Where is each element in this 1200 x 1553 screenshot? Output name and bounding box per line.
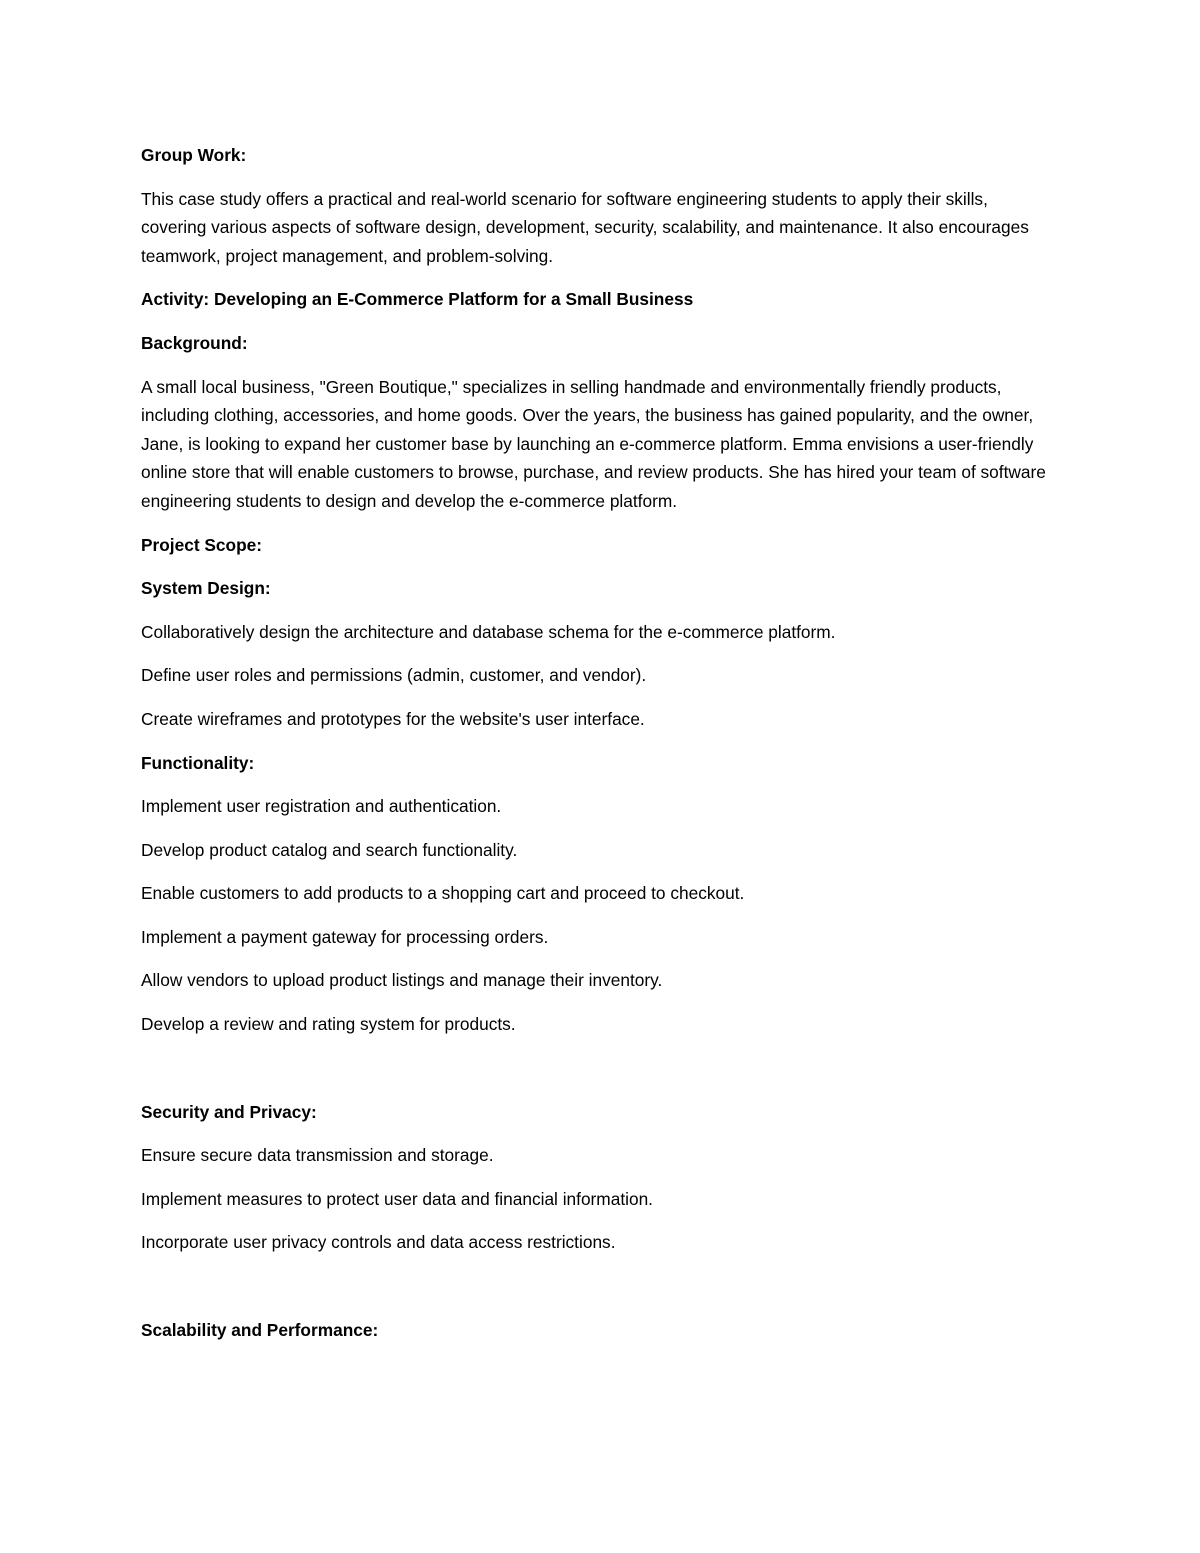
group-work-paragraph: This case study offers a practical and real-world scenario for software engineering students to apply their skills, covering various aspects of software design, development, security, scalability, and maintenance. It also encourages teamwork, project management, and problem-solving. (141, 188, 1029, 266)
activity-heading: Activity: Developing an E-Commerce Platform for a Small Business (141, 289, 694, 310)
background-paragraph: A small local business, "Green Boutique," specializes in selling handmade and environmentally friendly products, including clothing, accessories, and home goods. Over the years, the business has gained popularity, and the owner, Jane, is looking to expand her customer base by launching an e-commerce platform. Emma envisions a user-friendly online store that will enable customers to browse, purchase, and review products. She has hired your team of software engineering students to design and develop the e-commerce platform. (141, 376, 1046, 511)
functionality-item: Allow vendors to upload product listings and manage their inventory. (141, 970, 663, 991)
security-item: Ensure secure data transmission and storage. (141, 1145, 494, 1166)
document-body (141, 141, 1056, 1360)
project-scope-heading: Project Scope: (141, 534, 263, 555)
functionality-item: Enable customers to add products to a shopping cart and proceed to checkout. (141, 883, 745, 904)
functionality-item: Develop a review and rating system for products. (141, 1014, 516, 1035)
functionality-heading: Functionality: (141, 752, 255, 773)
group-work-heading: Group Work: (141, 145, 247, 165)
functionality-item: Implement a payment gateway for processing orders. (141, 926, 549, 947)
system-design-item: Create wireframes and prototypes for the website's user interface. (141, 708, 645, 729)
security-heading: Security and Privacy: (141, 1101, 317, 1122)
background-heading: Background: (141, 332, 248, 353)
functionality-item: Develop product catalog and search functionality. (141, 839, 518, 860)
scalability-heading: Scalability and Performance: (141, 1320, 379, 1341)
functionality-item: Implement user registration and authentication. (141, 796, 502, 817)
security-item: Implement measures to protect user data and financial information. (141, 1188, 653, 1209)
blank-line (141, 1272, 1056, 1316)
system-design-item: Define user roles and permissions (admin, customer, and vendor). (141, 665, 647, 686)
security-item: Incorporate user privacy controls and data access restrictions. (141, 1232, 616, 1253)
system-design-item: Collaboratively design the architecture and database schema for the e-commerce platform. (141, 621, 836, 642)
blank-line (141, 1054, 1056, 1098)
system-design-heading: System Design: (141, 578, 271, 599)
